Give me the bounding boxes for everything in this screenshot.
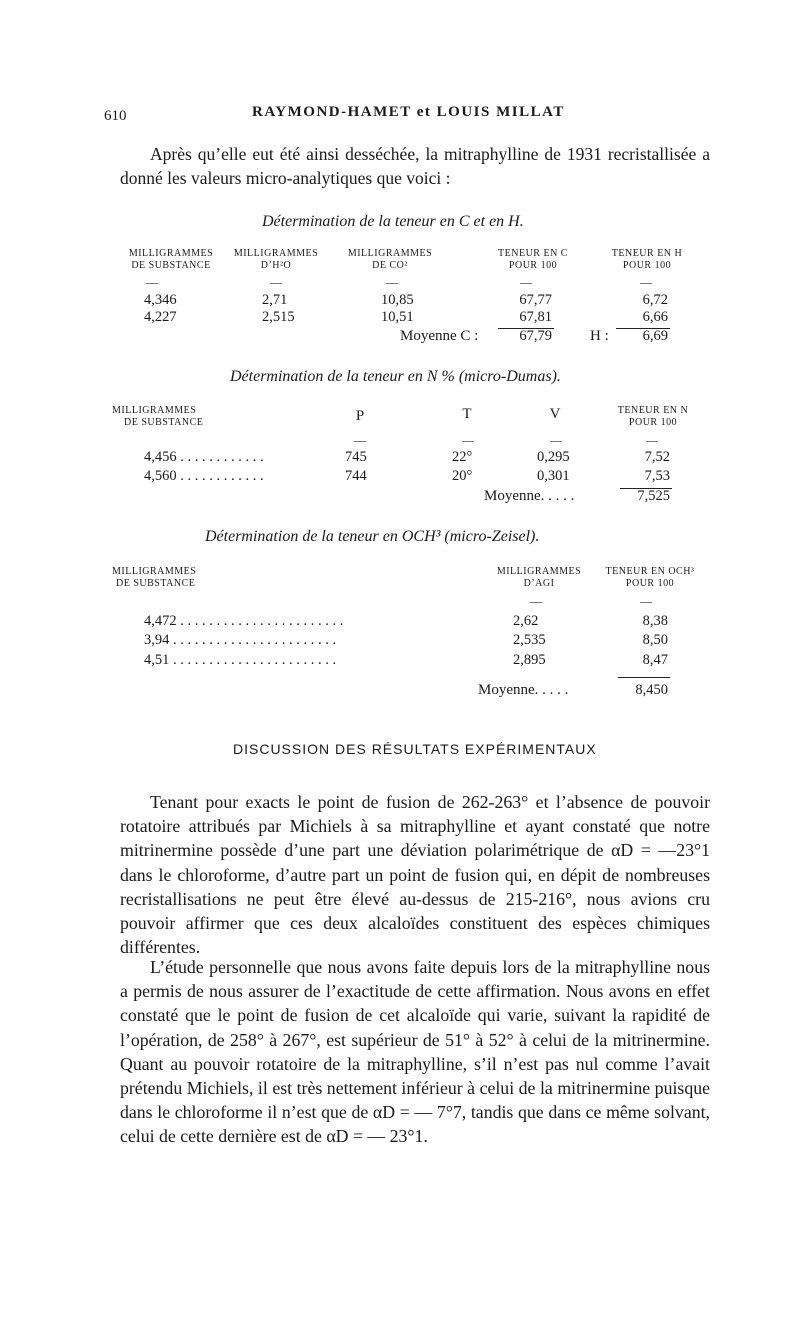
table-n-title: Détermination de la teneur en N % (micro-Dumas). [230,368,561,385]
table-ch-title: Détermination de la teneur en C et en H. [262,213,524,230]
table-n-header-1: MILLIGRAMMES DE SUBSTANCE [112,405,204,428]
page-number: 610 [104,108,127,124]
table-och-sum-rule [618,677,670,678]
table-n-cell: 4,560 . . . . . . . . . . . . [144,468,264,484]
table-ch-header-3: MILLIGRAMMES DE CO² [347,248,433,271]
table-och-cell: 8,38 [642,613,668,629]
table-och-cell: 2,62 [513,613,539,629]
table-ch-header-4: TENEUR EN C POUR 100 [498,248,568,271]
table-n-dash: — [550,433,562,447]
table-n-cell: 745 [345,449,367,465]
table-ch-dash: — [640,275,652,289]
table-ch-mean-label-c: Moyenne C : [400,328,479,344]
table-n-cell: 20° [452,468,473,484]
table-n-dash: — [462,433,474,447]
table-n-dash: — [354,433,366,447]
table-och-dash: — [530,594,542,608]
table-ch-header-2: MILLIGRAMMES D’H²O [233,248,319,271]
discussion-paragraph-2: L’étude personnelle que nous avons faite depuis lors de la mitraphylline nous a permis de nous assurer de l’exactitude de cette affirmation. Nous avons en effet constaté que le point de fusion de cet alcaloïde qui varie, suivant la rapidité de l’opération, de 258° à 267°, est supérieur de 51° à 52° à celui de la mitrinermine. Quant au pouvoir rotatoire de la mitraphylline, s’il n’est pas nul comme l’avait prétendu Michiels, il est très nettement inférieur à celui de la mitrinermine puisque dans le chloroforme il n’est que de αD = — 7°7, tandis que dans ce même solvant, celui de cette dernière est de αD = — 23°1. [120,957,710,1147]
table-och-header-1: MILLIGRAMMES DE SUBSTANCE [112,566,197,589]
table-ch-mean-h: 6,69 [642,328,668,344]
table-n-cell: 0,301 [537,468,570,484]
table-ch-cell: 4,227 [144,309,177,325]
table-ch-cell: 2,515 [262,309,295,325]
table-och-cell: 8,50 [642,632,668,648]
table-n-header-2: P [355,408,365,424]
table-och-header-3: TENEUR EN OCH³ POUR 100 [605,566,695,589]
table-n-dash: — [646,433,658,447]
table-ch-cell: 67,81 [519,309,552,325]
table-och-mean: 8,450 [635,682,668,698]
table-och-cell: 2,895 [513,652,546,668]
table-och-cell: 3,94 . . . . . . . . . . . . . . . . . . . . . . . [144,632,337,648]
table-och-dash: — [640,594,652,608]
table-ch-cell: 4,346 [144,292,177,308]
table-och-cell: 4,51 . . . . . . . . . . . . . . . . . . . . . . . [144,652,337,668]
table-och-cell: 8,47 [642,652,668,668]
table-n-mean: 7,525 [637,488,670,504]
table-ch-cell: 2,71 [262,292,288,308]
table-ch-cell: 10,51 [381,309,414,325]
table-ch-mean-c: 67,79 [519,328,552,344]
table-och-header-2: MILLIGRAMMES D’AGI [496,566,582,589]
table-och-title: Détermination de la teneur en OCH³ (micro-Zeisel). [205,528,540,545]
table-n-cell: 7,52 [644,449,670,465]
table-och-cell: 4,472 . . . . . . . . . . . . . . . . . . . . . . . [144,613,344,629]
table-och-mean-label: Moyenne. . . . . [478,682,569,698]
table-ch-mean-label-h: H : [590,328,609,344]
table-ch-dash: — [146,275,158,289]
table-ch-dash: — [270,275,282,289]
discussion-paragraph-1: Tenant pour exacts le point de fusion de 262-263° et l’absence de pouvoir rotatoire attribués par Michiels à sa mitraphylline et ayant constaté que notre mitrinermine possède d’une part une déviation polarimétrique de αD = —23°1 dans le chloroforme, d’autre part un point de fusion qui, en dépit de nombreuses recristallisations ne peut être élevé au-dessus de 215-216°, nous avions cru pouvoir affirmer que ces deux alcaloïdes constituent des espèces chimiques différentes. [120,792,710,958]
table-ch-dash: — [386,275,398,289]
table-n-cell: 744 [345,468,367,484]
table-ch-cell: 67,77 [519,292,552,308]
table-ch-header-5: TENEUR EN H POUR 100 [611,248,683,271]
table-n-header-4: V [549,406,561,422]
table-n-cell: 4,456 . . . . . . . . . . . . [144,449,264,465]
table-ch-header-1: MILLIGRAMMES DE SUBSTANCE [128,248,214,271]
table-n-header-3: T [462,406,472,422]
table-n-header-5: TENEUR EN N POUR 100 [617,405,689,428]
table-n-cell: 0,295 [537,449,570,465]
table-n-mean-label: Moyenne. . . . . [484,488,575,504]
table-n-cell: 7,53 [644,468,670,484]
table-n-cell: 22° [452,449,473,465]
table-ch-cell: 6,66 [642,309,668,325]
intro-paragraph: Après qu’elle eut été ainsi desséchée, la mitraphylline de 1931 recristallisée a donné les valeurs micro-analytiques que voici : [120,144,710,188]
running-title: RAYMOND-HAMET et LOUIS MILLAT [252,104,565,120]
table-ch-cell: 10,85 [381,292,414,308]
table-och-cell: 2,535 [513,632,546,648]
table-ch-cell: 6,72 [642,292,668,308]
discussion-heading: DISCUSSION DES RÉSULTATS EXPÉRIMENTAUX [233,741,597,757]
table-ch-dash: — [520,275,532,289]
